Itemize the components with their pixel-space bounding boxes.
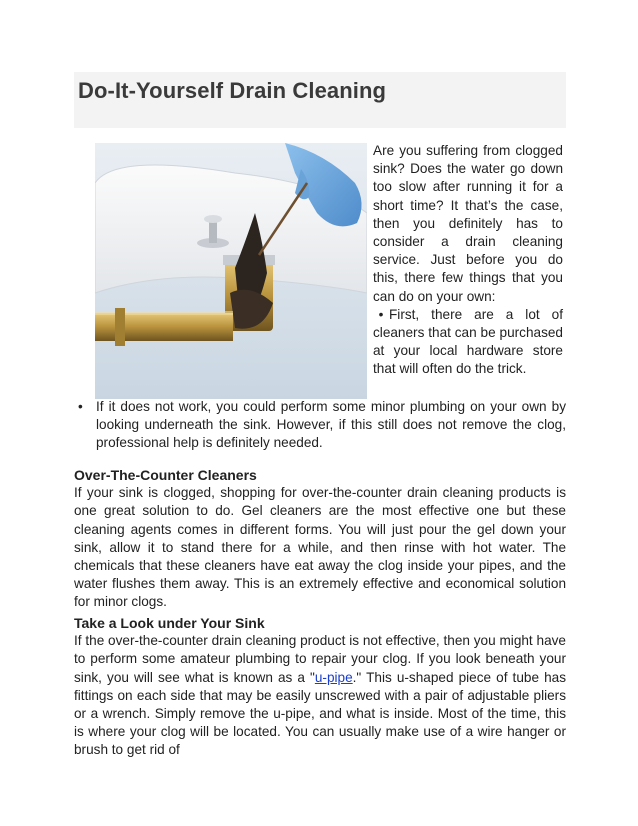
section-body: If your sink is clogged, shopping for over-the-counter drain cleaning products is one great solution to do. Gel cleaners are the most effective one but these cleaning agents comes in different forms. You will just pour the gel down your sink, allow it to stand there for a while, and then rinse with hot water. The chemicals that these cleaners have eat away the clog inside your pipes, and the water flushes them away. This is an extremely effective and economical solution for minor clogs. (74, 485, 566, 610)
u-pipe-link[interactable]: u-pipe (314, 669, 353, 685)
section-heading: Take a Look under Your Sink (74, 615, 265, 631)
section-heading: Over-The-Counter Cleaners (74, 467, 257, 483)
bullet-text-2: If it does not work, you could perform some minor plumbing on your own by looking underneath the sink. However, if this still does not remove the clog, professional help is definitely needed. (96, 399, 566, 451)
bullet-text-1: First, there are a lot of cleaners that can be purchased at your local hardware store that will often do the trick. (373, 306, 563, 377)
intro-paragraph: Are you suffering from clogged sink? Does the water go down too slow after running it for a short time? It that’s the case, then you definitely has to consider a drain cleaning service. Just before you do this, there few things that you can do on your own: (373, 143, 563, 304)
section-body-part1: If the over-the-counter drain cleaning product is not effective, then you might have to perform some amateur plumbing to repair your clog. If you look beneath your sink, you will see what is known as a " (74, 633, 566, 685)
bullet-icon: • (378, 306, 384, 322)
section-over-the-counter (74, 466, 566, 612)
bullet-icon: • (78, 399, 83, 414)
section-under-sink (74, 614, 566, 760)
section-body-part2: ." This u-shaped piece of tube has fittings on each side that may be easily unscrewed with a pair of adjustable pliers or a wrench. Simply remove the u-pipe, and what is inside. Most of the time, this is where your clog will be located. You can usually make use of a wire hanger or brush to get rid of (74, 669, 566, 758)
section-body (74, 632, 566, 759)
drain-illustration (95, 143, 367, 399)
title-bar (74, 72, 566, 128)
list-item (373, 306, 563, 379)
list-item (74, 398, 566, 453)
page-title: Do-It-Yourself Drain Cleaning (78, 78, 387, 103)
intro-column (373, 142, 563, 379)
drain-cleaning-photo (95, 143, 367, 399)
